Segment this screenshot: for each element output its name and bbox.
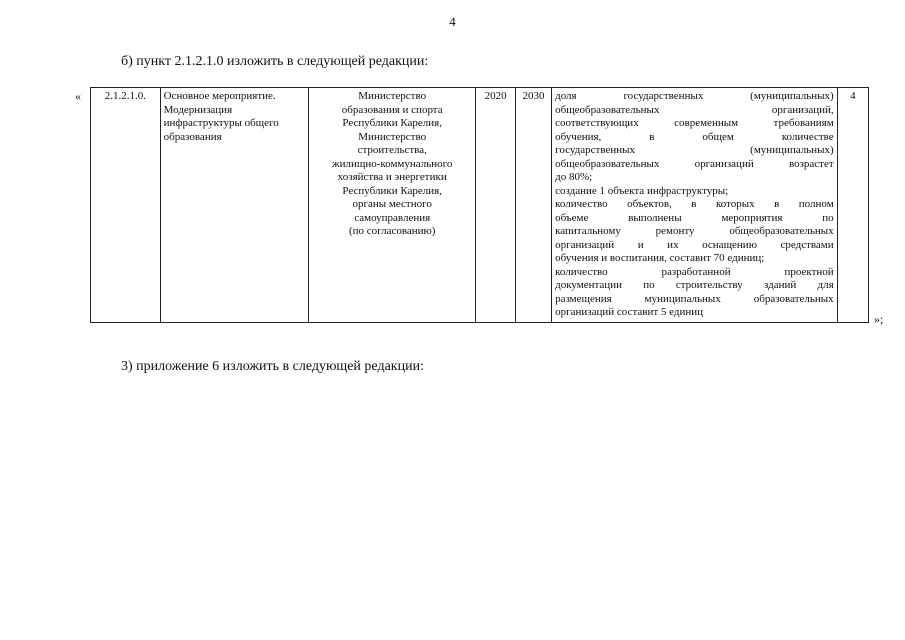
executor-line: самоуправления	[354, 211, 431, 224]
result-line: государственных (муниципальных)	[555, 144, 834, 156]
executor-line: строительства,	[357, 144, 427, 156]
result-line: до 80%;	[555, 171, 593, 183]
paragraph-b: б) пункт 2.1.2.1.0 изложить в следующей редакции:	[121, 54, 429, 69]
end-year-cell: 2030	[515, 88, 551, 323]
indicator-number-cell: 4	[837, 88, 868, 323]
executor-line: хозяйства и энергетики	[337, 171, 447, 183]
program-table	[90, 87, 869, 323]
closing-quote: »;	[874, 312, 884, 326]
result-line: количество объектов, в которых в полном	[555, 198, 834, 210]
page-number: 4	[449, 14, 456, 29]
item-number-cell: 2.1.2.1.0.	[91, 88, 161, 323]
opening-quote: «	[75, 89, 81, 103]
result-line: соответствующих современным требованиям	[555, 117, 834, 129]
start-year-cell: 2020	[476, 88, 515, 323]
executor-line: образования и спорта	[341, 103, 443, 116]
result-line: общеобразовательных организаций возрастет	[555, 157, 834, 170]
executor-line: Министерство	[358, 130, 427, 143]
executor-line: жилищно-коммунального	[332, 157, 453, 170]
event-line: инфраструктуры общего	[163, 117, 279, 129]
result-line: доля государственных (муниципальных)	[555, 90, 834, 102]
result-line: создание 1 объекта инфраструктуры;	[555, 184, 729, 197]
result-line: объеме выполнены мероприятия по	[555, 211, 834, 224]
executor-cell	[308, 88, 476, 323]
result-line: обучения и воспитания, составит 70 единиц;	[555, 252, 765, 264]
expected-result-cell	[552, 88, 838, 323]
result-line: обучения, в общем количестве	[555, 130, 834, 143]
result-line: документации по строительству зданий для	[555, 279, 834, 291]
result-line: капитальному ремонту общеобразовательных	[555, 225, 834, 237]
event-line: Модернизация	[163, 103, 233, 116]
executor-line: Республики Карелия,	[342, 184, 442, 197]
event-line: образования	[163, 130, 222, 143]
table-row	[91, 88, 869, 323]
result-line: размещения муниципальных образовательных	[555, 292, 834, 305]
executor-line: (по согласованию)	[348, 225, 436, 237]
executor-line: Министерство	[358, 90, 427, 102]
result-line: общеобразовательных организаций,	[555, 103, 834, 116]
paragraph-3: 3) приложение 6 изложить в следующей редакции:	[121, 359, 424, 374]
result-line: организаций составит 5 единиц	[555, 306, 704, 318]
event-line: Основное мероприятие.	[163, 90, 276, 102]
executor-line: органы местного	[352, 198, 432, 210]
event-name-cell	[160, 88, 308, 323]
result-line: организаций и их оснащению средствами	[555, 238, 834, 251]
executor-line: Республики Карелия,	[342, 117, 442, 129]
result-line: количество разработанной проектной	[555, 265, 834, 278]
